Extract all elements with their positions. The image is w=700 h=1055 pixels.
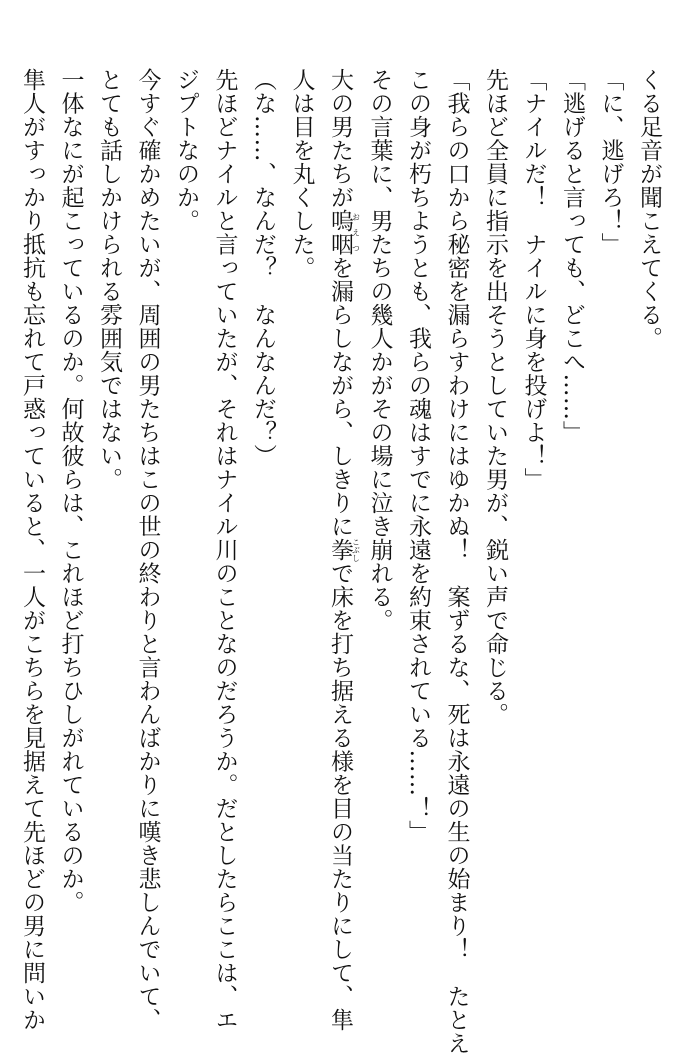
text-line-8: その言葉に、男たちの幾人かがその場に泣き崩れる。 [366, 68, 393, 632]
ruby-kobushi [327, 537, 361, 562]
text-line-15: とても話しかけられる雰囲気ではない。 [96, 68, 122, 491]
ruby-oetsu [327, 209, 361, 256]
text-line-12: 先ほどナイルと言っていたが、それはナイル川のことなのだろうか。だとしたらここは、エ [211, 68, 238, 1032]
text-line-9-part3: で床を打ち据える様を目の当たりにして、隼 [327, 561, 353, 1032]
ruby-oetsu-base: 嗚咽 [327, 209, 353, 256]
text-line-4: 「ナイルだ！ ナイルに身を投げよ！」 [520, 68, 547, 491]
text-line-7: この身が朽ちようとも、我らの魂はすでに永遠を約束されている……！」 [405, 68, 431, 844]
text-line-14: 今すぐ確かめたいが、周囲の男たちはこの世の終わりと言わんばかりに嘆き悲しんでいて、 [134, 68, 161, 1032]
text-line-9-part1: 大の男たちが [327, 68, 353, 209]
vertical-text-body [13, 68, 669, 1055]
text-line-11: （な……、なんだ？ なんなんだ？） [250, 68, 276, 468]
text-line-2: 「に、逃げろ！」 [597, 68, 624, 256]
ruby-kobushi-reading: こぶし [351, 537, 361, 562]
text-line-13: ジプトなのか。 [173, 68, 199, 233]
text-line-10: 人は目を丸くした。 [288, 68, 315, 280]
text-line-17: 隼人がすっかり抵抗も忘れて戸惑っていると、一人がこちらを見据えて先ほどの男に問いか [19, 68, 45, 1032]
text-line-1: くる足音が聞こえてくる。 [636, 68, 662, 350]
text-line-9 [321, 68, 361, 1032]
text-line-3: 「逃げると言っても、どこへ……」 [559, 68, 585, 444]
text-line-16: 一体なにが起こっているのか。何故彼らは、これほど打ちひしがれているのか。 [57, 68, 84, 914]
ruby-oetsu-reading: おえつ [351, 209, 361, 256]
ruby-kobushi-base: 拳 [327, 537, 353, 562]
text-line-9-part2: を漏らしながら、しきりに [327, 256, 353, 538]
text-line-5: 先ほど全員に指示を出そうとしていた男が、鋭い声で命じる。 [482, 68, 508, 726]
text-line-6: 「我らの口から秘密を漏らすわけにはゆかぬ！ 案ずるな、死は永遠の生の始まり！ たとえ [443, 68, 470, 1055]
